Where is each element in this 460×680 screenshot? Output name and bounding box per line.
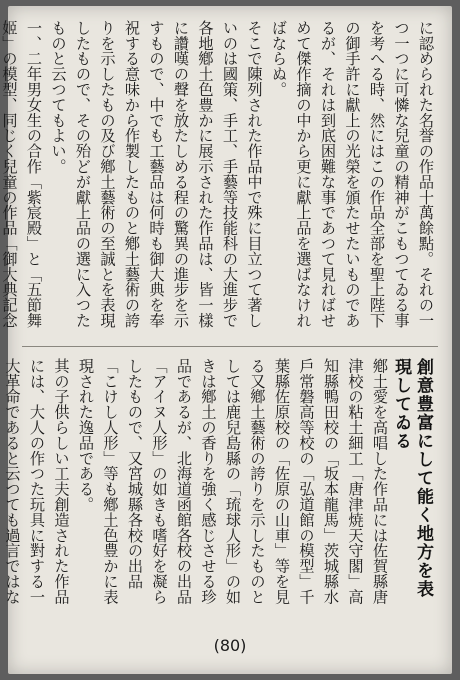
lower-paragraphs: 鄕土愛を高唱した作品には佐賀縣唐津校の粘土細工「唐津焼天守閣」高知縣鴨田校の「坂本龍馬」茨城縣水戶常磐高等校の「弘道館の模型」千葉縣佐原校の「佐原の山車」等を見る又鄕土藝術の誇りを示したものとしては鹿兒島縣の「琉球人形」の如きは鄕土の香りを強く感じさせる珍品であるが、北海道函館各校の出品「アイヌ人形」の如きも嗜好を凝らしたもので、又宮城縣各校の出品「こけし人形」等も鄕土色豊かに表現された逸品である。 其の子供らしい工夫創造された作品には、大人の作つた玩具に對する一大革命であると云つても過言ではな (3, 358, 389, 605)
page-number: (80) (213, 636, 247, 655)
lower-text-block (3, 358, 438, 616)
book-page (0, 6, 452, 674)
upper-paragraphs: に認められた名誉の作品十萬餘點。それの一つ一つに可憐な兒童の精神がこもつてゐる事を考へる時、然にはこの作品全部を聖上陛下の御手許に獻上の光榮を頒たせたいものであるが、それは到底困難な事であつて見ればせめて傑作摘の中から更に獻上品を選ばなければならぬ。 そこで陳列された作品中で殊に目立つて著しいのは國策、手工、手藝等技能科の大進步で各地鄕土色豊かに展示された作品は、皆一樣に讚嘆の聲を放たしめる程の驚異の進步を示すもので、中でも工藝品は何時も御大典を奉祝する意味から作製したものと鄕土藝術の誇りを示したもの及び鄕土藝術の至誠とを表現したもので、その殆どが獻上品の選に入つたものと云つてもよい。 一、二年男女生の合作「紫宸殿」と「五節舞姬」の模型、同じく兒童の作品「御大典記念 (0, 20, 435, 328)
section-divider (22, 346, 438, 347)
section-heading: 創意豊富にして能く地方を表現してゐる (391, 358, 433, 599)
upper-text-block (0, 20, 438, 338)
